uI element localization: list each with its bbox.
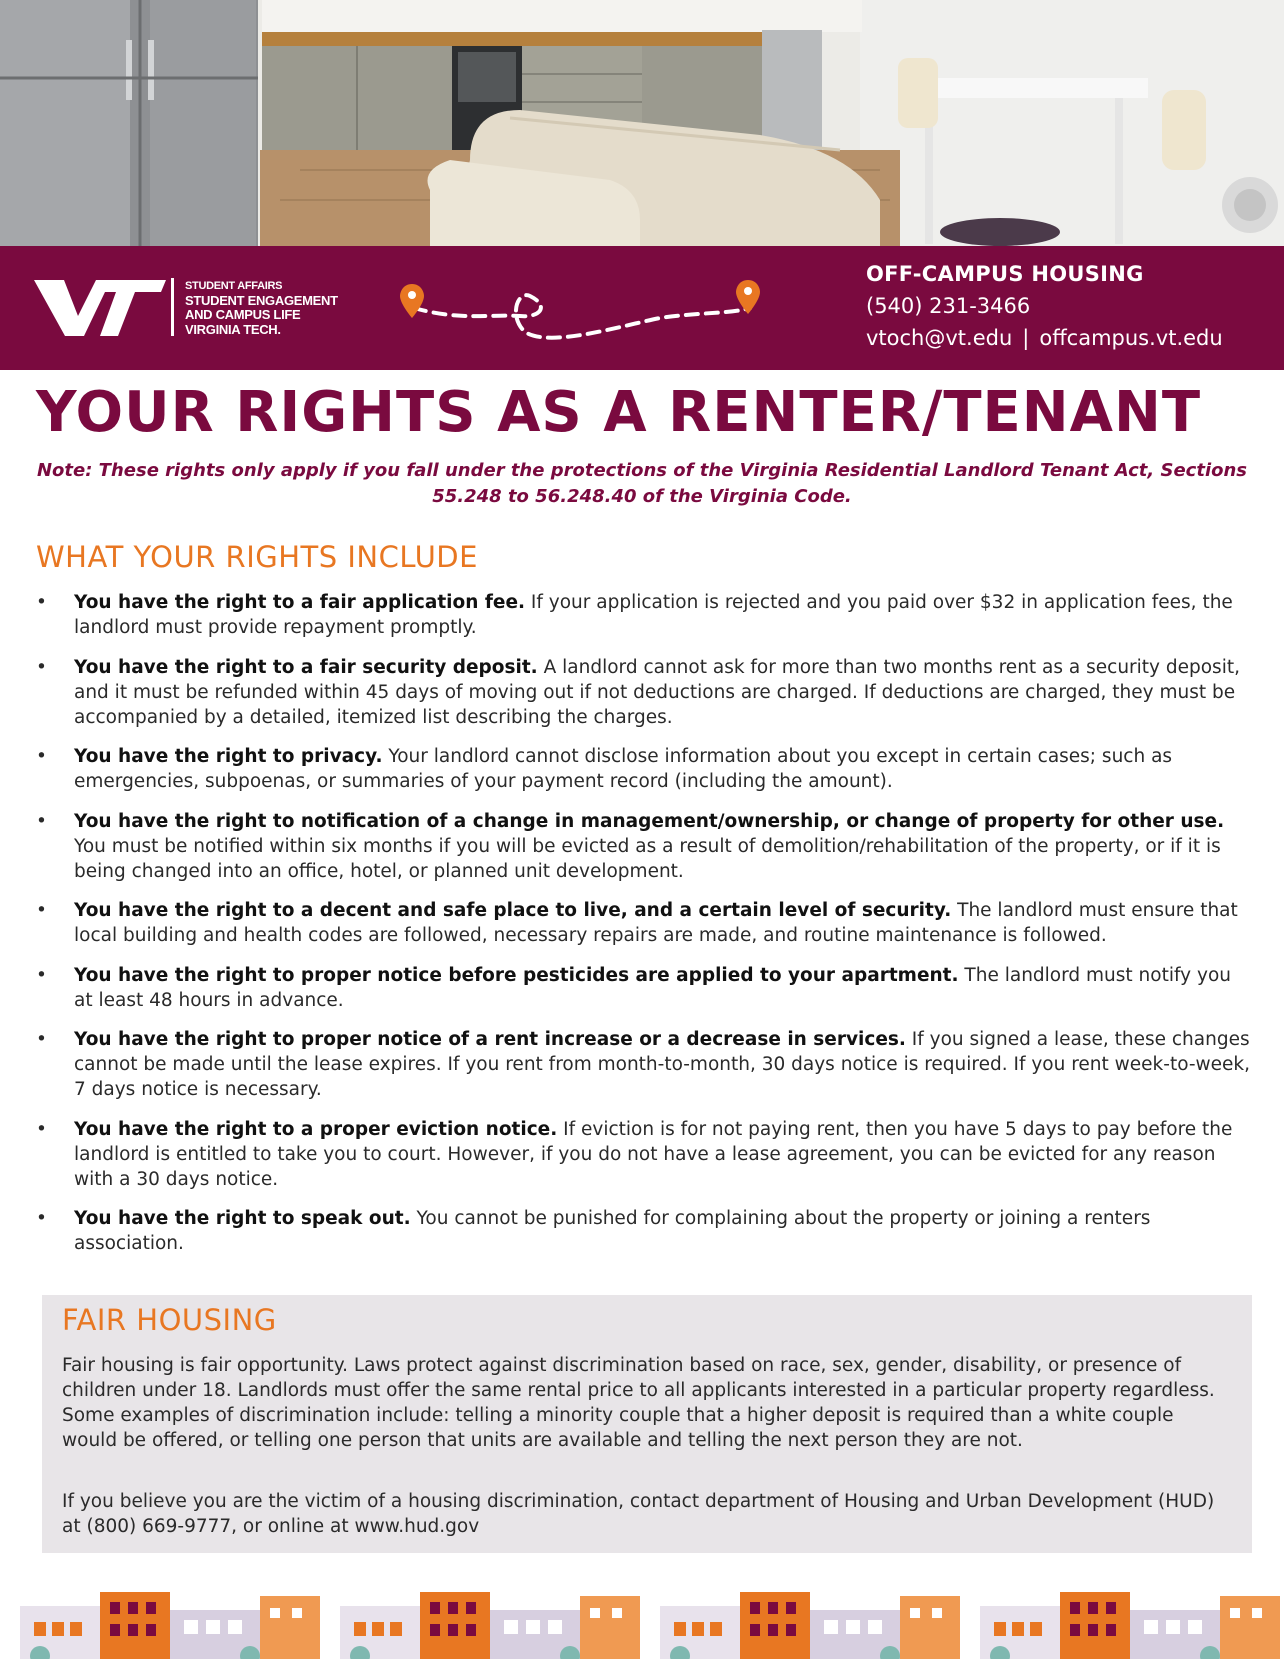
right-text: You cannot be punished for complaining about the property or joining a renters association.	[74, 1208, 1151, 1254]
right-text: Your landlord cannot disclose information about you except in certain cases; such as emergencies, subpoenas, or summaries of your payment record (including the amount).	[74, 746, 1173, 792]
bullet-icon: •	[36, 1029, 47, 1050]
right-text: The landlord must notify you at least 48 hours in advance.	[74, 964, 1231, 1011]
unit-line-4: VIRGINIA TECH.	[185, 321, 281, 337]
fair-housing-heading: FAIR HOUSING	[62, 1303, 277, 1337]
contact-info	[866, 258, 1223, 354]
vt-logo	[34, 276, 166, 340]
right-text: If your application is rejected and you paid over $32 in application fees, the landlord must provide repayment promptly.	[74, 592, 1233, 638]
contact-email[interactable]: vtoch@vt.edu	[866, 326, 1013, 350]
right-lead: You have the right to notification of a change in management/ownership, or change of property for other use.	[74, 810, 1225, 832]
fair-housing-paragraph: Fair housing is fair opportunity. Laws protect against discrimination based on race, sex, gender, disability, or presence of children under 18. Landlords must offer the same rental price to all applicants interested in a particular property regardless. Some examples of discrimination include: telling a minority couple that a higher deposit is required than a white couple would be offered, or telling one person that units are available and telling the next person they are not.	[62, 1355, 1215, 1451]
list-item	[36, 1206, 1254, 1256]
townhouse-illustration	[0, 1582, 1284, 1659]
right-lead: You have the right to proper notice of a rent increase or a decrease in services.	[74, 1029, 906, 1050]
bullet-icon: •	[36, 746, 47, 767]
bullet-icon: •	[36, 656, 47, 678]
bullet-icon: •	[36, 1208, 47, 1229]
contact-heading: OFF-CAMPUS HOUSING	[866, 262, 1144, 286]
bullet-icon: •	[36, 592, 47, 613]
bullet-icon: •	[36, 810, 47, 832]
list-item	[36, 963, 1254, 1013]
right-lead: You have the right to proper notice before pesticides are applied to your apartment.	[74, 964, 959, 986]
logo-divider	[171, 278, 174, 336]
right-text: If eviction is for not paying rent, then you have 5 days to pay before the landlord is entitled to take you to court. However, if you do not have a lease agreement, you can be evicted for any reason with a 30 days notice.	[74, 1118, 1233, 1190]
header-photo	[0, 0, 1284, 246]
fair-housing-box	[42, 1295, 1252, 1553]
list-item	[36, 1027, 1254, 1102]
contact-separator: |	[1022, 326, 1030, 350]
unit-line-3: AND CAMPUS LIFE	[185, 307, 301, 322]
apartment-interior-image	[0, 0, 1284, 246]
unit-line-1: STUDENT AFFAIRS	[185, 280, 283, 292]
right-text: If you signed a lease, these changes cannot be made until the lease expires. If you rent from month-to-month, 30 days notice is required. If you rent week-to-week, 7 days notice is necessary.	[74, 1029, 1251, 1100]
page-title: YOUR RIGHTS AS A RENTER/TENANT	[36, 380, 1202, 445]
unit-name	[185, 279, 338, 337]
dashed-route-icon	[400, 266, 820, 356]
legal-note: Note: These rights only apply if you fall under the protections of the Virginia Residential Landlord Tenant Act, Sections 55.248 to 56.248.40 of the Virginia Code.	[36, 460, 1248, 507]
right-text: The landlord must ensure that local building and health codes are followed, necessary repairs are made, and routine maintenance is followed.	[74, 900, 1238, 946]
bullet-icon: •	[36, 900, 47, 921]
right-lead: You have the right to a fair security deposit.	[74, 656, 538, 678]
contact-website[interactable]: offcampus.vt.edu	[1039, 326, 1223, 350]
right-lead: You have the right to a proper eviction notice.	[74, 1118, 558, 1140]
contact-phone[interactable]: (540) 231-3466	[866, 294, 1031, 318]
hud-contact-paragraph: If you believe you are the victim of a housing discrimination, contact department of Housing and Urban Development (HUD) at (800) 669-9777, or online at www.hud.gov	[62, 1491, 1215, 1537]
right-lead: You have the right to speak out.	[74, 1208, 411, 1229]
unit-line-2: STUDENT ENGAGEMENT	[185, 292, 338, 308]
map-pin-icon	[400, 284, 424, 318]
map-pin-icon	[736, 280, 760, 314]
right-text: You must be notified within six months if you will be evicted as a result of demolition/rehabilitation of the property, or if it is being changed into an office, hotel, or planned unit development.	[74, 835, 1221, 882]
list-item	[36, 809, 1254, 884]
list-item	[36, 898, 1254, 948]
bullet-icon: •	[36, 964, 47, 986]
bullet-icon: •	[36, 1118, 47, 1140]
list-item	[36, 655, 1254, 730]
header-banner	[0, 246, 1284, 370]
right-lead: You have the right to privacy.	[74, 746, 383, 767]
list-item	[36, 1117, 1254, 1192]
rights-section-heading: WHAT YOUR RIGHTS INCLUDE	[36, 540, 478, 574]
list-item	[36, 590, 1254, 640]
right-lead: You have the right to a decent and safe place to live, and a certain level of security.	[74, 900, 952, 921]
list-item	[36, 744, 1254, 794]
right-lead: You have the right to a fair application fee.	[74, 592, 526, 613]
rights-list	[36, 590, 1254, 1271]
right-text: A landlord cannot ask for more than two months rent as a security deposit, and it must be refunded within 45 days of moving out if not deductions are charged. If deductions are charged, they must be accompanied by a detailed, itemized list describing the charges.	[74, 656, 1240, 728]
